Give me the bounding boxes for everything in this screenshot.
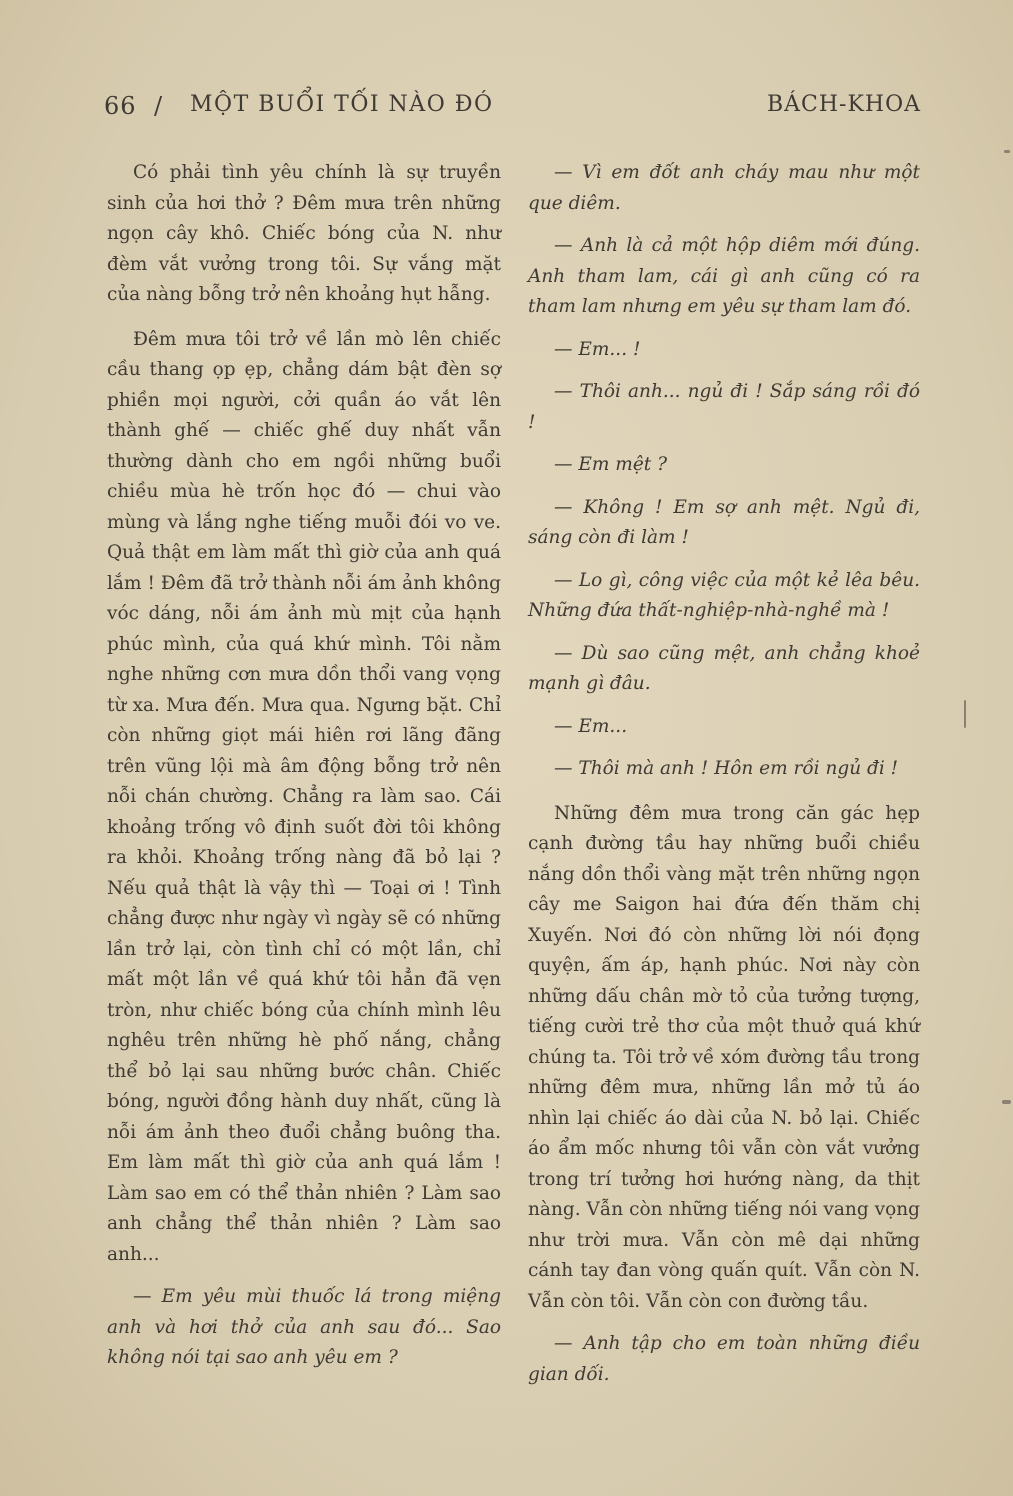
dialogue-line: — Em...: [554, 715, 628, 737]
dialogue-line: — Em yêu mùi thuốc lá trong miệng anh và hơi thở của anh sau đó... Sao không nói tại sao anh yêu em ?: [107, 1286, 501, 1368]
paragraph: Những đêm mưa trong căn gác hẹp cạnh đường tầu hay những buổi chiều nắng dồn thổi vàng mặt trên những ngọn cây me Saigon hai đứa đến thăm chị Xuyến. Nơi đó còn những lời nói đọng quyện, ấm áp, hạnh phúc. Nơi này còn những dấu chân mờ tỏ của tưởng tượng, tiếng cười trẻ thơ của một thuở quá khứ chúng ta. Tôi trở về xóm đường tầu trong những đêm mưa, những lần mở tủ áo nhìn lại chiếc áo dài của N. bỏ lại. Chiếc áo ẩm mốc nhưng tôi vẫn còn vắt vưởng trong trí tưởng hơi hướng nàng, da thịt nàng. Vẫn còn những tiếng nói vang vọng như trời mưa. Vẫn còn mê dại những cánh tay đan vòng quấn quít. Vẫn còn N. Vẫn còn tôi. Vẫn còn con đường tầu.: [528, 802, 920, 1312]
edge-mark: [1004, 150, 1010, 153]
journal-name: BÁCH-KHOA: [766, 92, 921, 117]
page-header: [104, 92, 921, 128]
dialogue-line: — Anh là cả một hộp diêm mới đúng. Anh tham lam, cái gì anh cũng có ra tham lam nhưng em yêu sự tham lam đó.: [528, 235, 920, 317]
dialogue-line: — Thôi anh... ngủ đi ! Sắp sáng rồi đó !: [528, 381, 920, 433]
dialogue-line: — Vì em đốt anh cháy mau như một que diêm.: [528, 162, 920, 214]
dialogue-line: — Em... !: [554, 338, 641, 360]
dialogue-line: — Lo gì, công việc của một kẻ lêa bêu. Những đứa thất-nghiệp-nhà-nghề mà !: [528, 569, 920, 621]
paragraph: Có phải tình yêu chính là sự truyền sinh của hơi thở ? Đêm mưa trên những ngọn cây khô. Chiếc bóng của N. như đèm vắt vưởng trong tôi. Sự vắng mặt của nàng bỗng trở nên khoảng hụt hẫng.: [107, 162, 501, 305]
dialogue-line: — Thôi mà anh ! Hôn em rồi ngủ đi !: [554, 758, 899, 779]
dialogue-line: — Không ! Em sợ anh mệt. Ngủ đi, sáng còn đi làm !: [528, 496, 920, 548]
right-column: [528, 158, 920, 1390]
dialogue-line: — Dù sao cũng mệt, anh chẳng khoẻ mạnh gì đâu.: [528, 642, 920, 694]
page-number: 66: [104, 92, 137, 120]
dialogue-line: — Em mệt ?: [554, 454, 668, 475]
ink-mark: [964, 700, 966, 728]
paragraph: Đêm mưa tôi trở về lần mò lên chiếc cầu thang ọp ẹp, chẳng dám bật đèn sợ phiền mọi người, cởi quần áo vắt lên thành ghế — chiếc ghế duy nhất vẫn thường dành cho em ngồi những buổi chiều mùa hè trốn học đó — chui vào mùng và lắng nghe tiếng muỗi đói vo ve. Quả thật em làm mất thì giờ của anh quá lắm ! Đêm đã trở thành nỗi ám ảnh không vóc dáng, nỗi ám ảnh mù mịt của hạnh phúc mình, của quá khứ mình. Tôi nằm nghe những cơn mưa dồn thổi vang vọng từ xa. Mưa đến. Mưa qua. Ngưng bặt. Chỉ còn những giọt mái hiên rơi lãng đãng trên vũng lội mà âm động bỗng trở nên nỗi chán chường. Chẳng ra làm sao. Cái khoảng trống vô định suốt đời tôi không ra khỏi. Khoảng trống nàng đã bỏ lại ? Nếu quả thật là vậy thì — Toại ơi ! Tình chẳng được như ngày vì ngày sẽ có những lần trở lại, còn tình chỉ có một lần, chỉ mất một lần về quá khứ tôi hẳn đã vẹn tròn, như chiếc bóng của chính mình lêu nghêu trên những hè phố nắng, chẳng thể bỏ lại sau những bước chân. Chiếc bóng, người đồng hành duy nhất, cũng là nỗi ám ảnh theo đuổi chẳng buông tha. Em làm mất thì giờ của anh quá lắm ! Làm sao em có thể thản nhiên ? Làm sao anh chẳng thể thản nhiên ? Làm sao anh...: [107, 328, 501, 1265]
edge-mark: [1002, 1100, 1011, 1104]
left-column: [107, 158, 501, 1374]
header-separator: /: [154, 92, 163, 120]
dialogue-line: — Anh tập cho em toàn những điều gian dối.: [528, 1333, 920, 1385]
running-title: MỘT BUỔI TỐI NÀO ĐÓ: [190, 92, 494, 117]
